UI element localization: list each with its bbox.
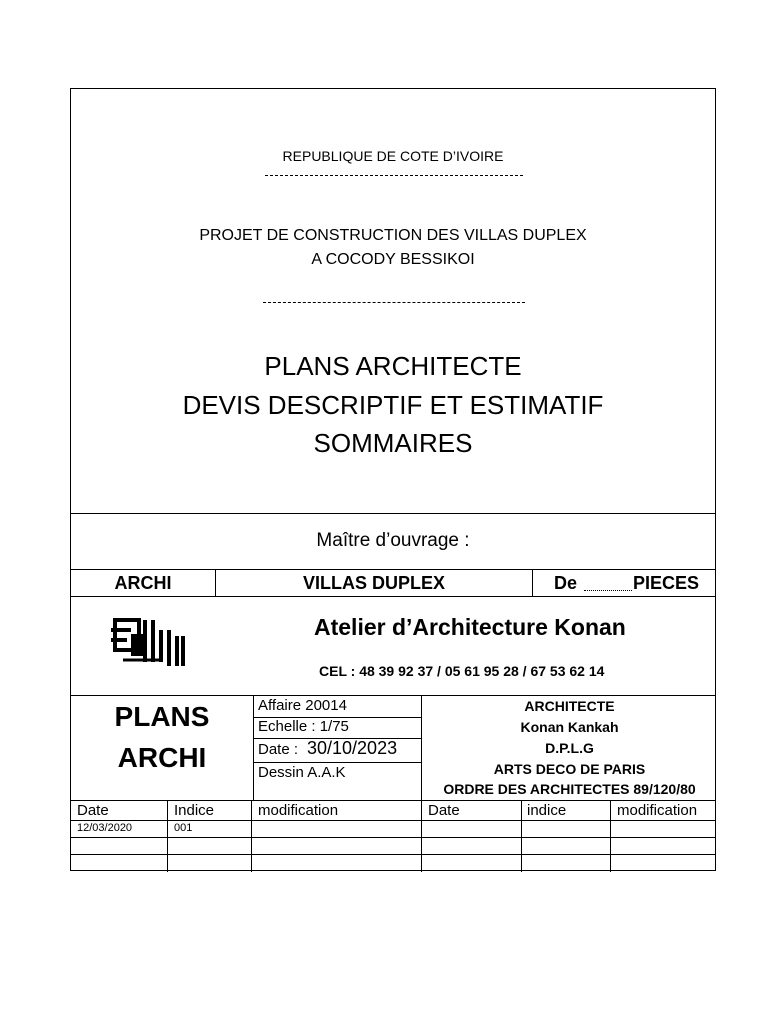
revisions-col-divider-1 — [167, 800, 168, 872]
document-title-line3: SOMMAIRES — [313, 428, 473, 458]
revisions-header-date: Date — [77, 802, 109, 819]
republic-heading: REPUBLIQUE DE COTE D’IVOIRE — [282, 148, 504, 164]
plans-title-line2: ARCHI — [117, 742, 207, 773]
date-label: Date : — [258, 741, 299, 758]
architect-name: Konan Kankah — [520, 719, 619, 735]
document-title-line1: PLANS ARCHITECTE — [264, 351, 522, 381]
revision-row-1-date: 12/03/2020 — [77, 822, 133, 834]
revision-row-1-indice: 001 — [174, 822, 193, 834]
affaire-number: Affaire 20014 — [258, 697, 347, 714]
architect-title: ARCHITECTE — [524, 698, 615, 714]
pieces-prefix: De — [554, 573, 578, 593]
revisions-header-indice-2: indice — [527, 802, 567, 819]
revisions-header-modification-2: modification — [617, 802, 698, 819]
document-title-line2: DEVIS DESCRIPTIF ET ESTIMATIF — [182, 390, 604, 420]
revisions-col-divider-5 — [610, 800, 611, 872]
owner-label: Maître d’ouvrage : — [316, 530, 470, 551]
divider-atelier-top — [71, 596, 715, 597]
architect-degree: D.P.L.G — [545, 740, 594, 756]
title-block-sheet — [70, 88, 716, 871]
separator-2 — [263, 302, 525, 303]
revisions-header-date-2: Date — [428, 802, 460, 819]
drawn-by: Dessin A.A.K — [258, 764, 346, 781]
archi-col-divider-2 — [532, 569, 533, 596]
plans-col-divider-1 — [253, 695, 254, 800]
revisions-col-divider-2 — [251, 800, 252, 872]
pieces-suffix: PIECES — [633, 573, 700, 593]
pieces-blank — [584, 590, 632, 591]
revisions-header-indice: Indice — [174, 802, 215, 819]
divider-owner-top — [71, 513, 715, 514]
revisions-header-modification: modification — [258, 802, 339, 819]
plans-title-line1: PLANS — [114, 701, 210, 732]
architect-order: ORDRE DES ARCHITECTES 89/120/80 — [443, 781, 696, 797]
project-title-line1: PROJET DE CONSTRUCTION DES VILLAS DUPLEX — [199, 227, 587, 244]
architect-school: ARTS DECO DE PARIS — [493, 761, 646, 777]
plans-row-divider-3 — [254, 762, 421, 763]
scale-value: Echelle : 1/75 — [258, 718, 349, 735]
divider-archi-top — [71, 569, 715, 570]
divider-plans-top — [71, 695, 715, 696]
revisions-col-divider-4 — [521, 800, 522, 872]
atelier-logo-icon — [109, 616, 193, 668]
villas-duplex-label: VILLAS DUPLEX — [302, 573, 445, 593]
separator-1 — [265, 175, 523, 176]
date-value: 30/10/2023 — [307, 738, 398, 758]
atelier-name: Atelier d’Architecture Konan — [314, 614, 626, 640]
archi-label: ARCHI — [114, 573, 172, 593]
project-title-line2: A COCODY BESSIKOI — [311, 251, 475, 268]
atelier-phone: CEL : 48 39 92 37 / 05 61 95 28 / 67 53 62 14 — [319, 663, 605, 679]
revisions-col-divider-3 — [421, 800, 422, 872]
